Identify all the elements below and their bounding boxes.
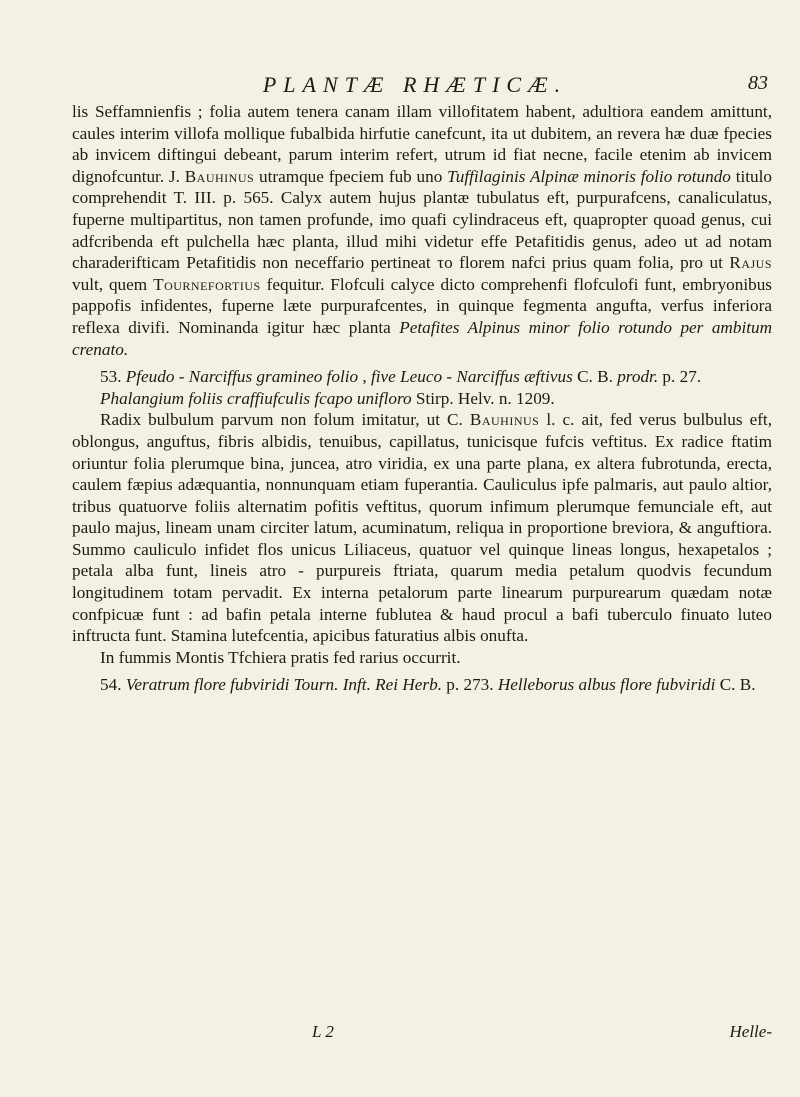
signature-mark: L 2 (312, 1022, 334, 1041)
text-run: l. c. ait, fed verus bulbulus eft, oblongus, anguftus, fibris albidis, tenuibus, capillatus, tunicisque fufcis veftitus. Ex radice ftatim oriuntur folia plerumque bina, juncea, atro viridia, ex una parte plana, ex altera fubrotunda, erecta, caulem fæpius adæquantia, nonnunquam etiam fuperantia. Cauliculus ipfe palmaris, aut paulo altior, tribus quatuorve foliis alternatim pofitis veftitus, quorum infimum plerumque femunciale eft, aut paulo majus, lineam unam circiter latum, acuminatum, reliqua in proportione breviora, & anguftiora. Summo cauliculo infidet flos unicus Liliaceus, quatuor vel quinque lineas longus, hexapetalos ; petala alba funt, lineis atro - purpureis ftriata, quarum media petalum quodvis fecundum longitudinem totam pervadit. Ex interna petalorum parte linearum purpurearum quædam notæ confpicuæ funt : ad bafin petala interne fublutea & haud procul a bafi tuberculo finuato luteo inftructa funt. Stamina lutefcentia, apicibus faturatius albis onufta. (72, 410, 773, 646)
catchword: Helle- (729, 1022, 772, 1041)
italic-text-run: Pfeudo - Narciffus gramineo folio , five Leuco - Narciffus æftivus (125, 367, 573, 387)
text-run: 54. (100, 675, 126, 695)
italic-text-run: prodr. (617, 367, 659, 387)
text-run: fequitur. Flofculi calyce dicto comprehenfi flofculofi funt, embryonibus pappofis infidentes, fuperne læte purpurafcentes, in quinque fegmenta angufta, verfus inferiora reflexa divifi. Nominanda igitur hæc planta (72, 274, 772, 337)
text-run: C. B. (572, 367, 618, 387)
italic-text-run: Phalangium foliis craffiufculis fcapo unifloro (100, 388, 412, 408)
text-run: Radix bulbulum parvum non folum imitatur, ut C. (100, 410, 470, 430)
entry-53-synonym (72, 388, 772, 410)
text-run: p. 27. (658, 367, 702, 387)
italic-text-run: Helleborus albus flore fubviridi (497, 675, 716, 695)
text-run: titulo comprehendit T. III. p. 565. Calyx autem hujus plantæ tubulatus eft, purpurafcens, canaliculatus, fuperne multipartitus, non tamen profunde, imo quafi cylindraceus eft, quapropter quoad genus, cui adfcribenda eft pulchella hæc planta, illud mihi videtur effe Petafitidis genus, adeo ut ad notam charaderifticam Petafitidis non neceffario pertineat το florem nafci prius quam folia, pro ut (72, 166, 772, 273)
italic-text-run: Petafites Alpinus minor folio rotundo per ambitum crenato. (72, 317, 772, 359)
text-run: p. 273. (442, 675, 498, 695)
entry-54-heading (72, 674, 772, 696)
entry-53-heading (72, 366, 772, 388)
page-number: 83 (748, 72, 768, 94)
text-run: lis Seffamnienfis ; folia autem tenera canam illam villofitatem habent, adultiora eandem amittunt, caules interim villofa mollique fubalbida hirfutie canefcunt, ita ut dubitem, an revera hæ duæ fpecies ab invicem diftingui debeant, parum interim refert, utrum id fiat necne, facile etenim ab invicem dignofcuntur. J. (72, 102, 772, 186)
paragraph-continuation (72, 101, 772, 360)
author-name: Tournefortius (153, 274, 261, 294)
author-name: Rajus (729, 253, 772, 273)
body-text (72, 101, 772, 696)
text-run: vult, quem (72, 274, 154, 294)
text-run: utramque fpeciem fub uno (254, 166, 448, 186)
author-name: Bauhinus (184, 166, 255, 186)
entry-53-habitat (72, 647, 772, 669)
text-run: Stirp. Helv. n. 1209. (411, 388, 555, 408)
text-run: C. B. (715, 675, 756, 695)
author-name: Bauhinus (469, 410, 540, 430)
entry-53-description (72, 409, 772, 647)
italic-text-run: Tuffilaginis Alpinæ minoris folio rotundo (447, 166, 731, 186)
text-run: 53. (100, 367, 126, 387)
italic-text-run: Veratrum flore fubviridi Tourn. Inft. Rei Herb. (125, 675, 442, 695)
text-run: In fummis Montis Tfchiera pratis fed rarius occurrit. (100, 647, 461, 667)
running-title: PLANTÆ RHÆTICÆ. (262, 72, 568, 97)
